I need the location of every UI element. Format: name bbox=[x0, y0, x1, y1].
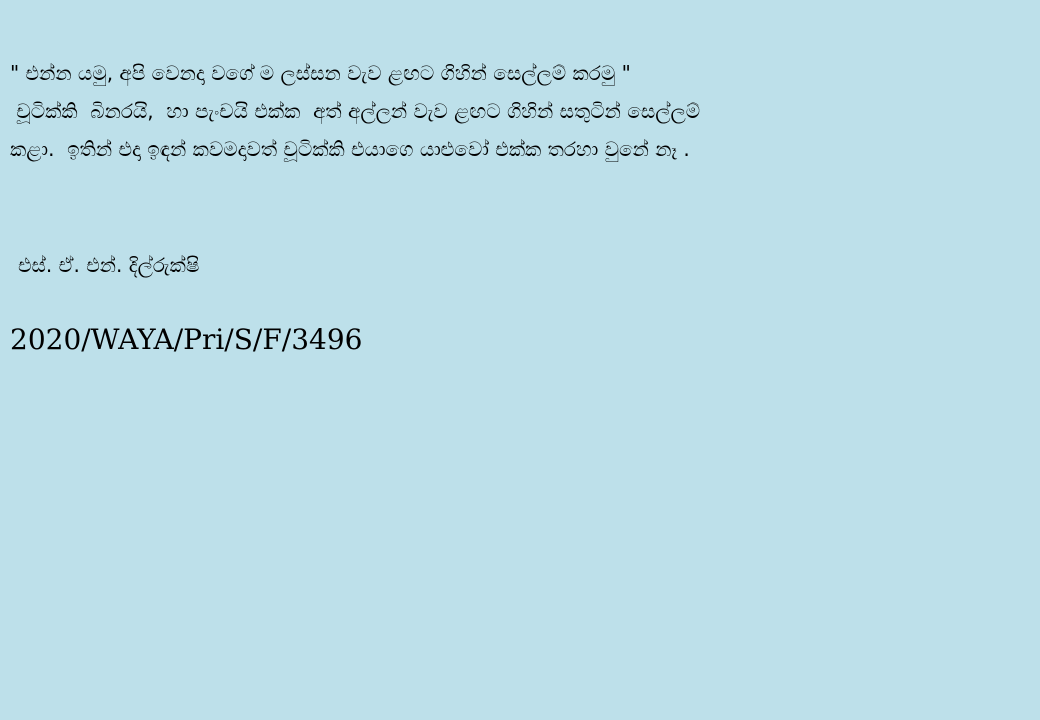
reference-code: 2020/WAYA/Pri/S/F/3496 bbox=[10, 323, 363, 356]
author-name: එස්. ඒ. එන්. දිල්රුක්ෂි bbox=[18, 253, 200, 277]
story-line-3: කළා. ඉතින් එදා ඉඳන් කවමදාවත් චූටික්කි එයාගෙ යාළුවෝ එක්ක තරහා වුනේ නෑ . bbox=[10, 137, 690, 161]
story-line-2: චූටික්කි බිනරයි, හා පැංචයි එක්ක අත් අල්ලන් වැව ළඟට ගිහින් සතුටින් සෙල්ලම් bbox=[10, 99, 701, 123]
story-line-quote: " එන්න යමු, අපි වෙනදා වගේ ම ලස්සන වැව ළඟට ගිහින් සෙල්ලම් කරමු " bbox=[10, 61, 631, 85]
story-paragraph bbox=[10, 54, 1035, 168]
